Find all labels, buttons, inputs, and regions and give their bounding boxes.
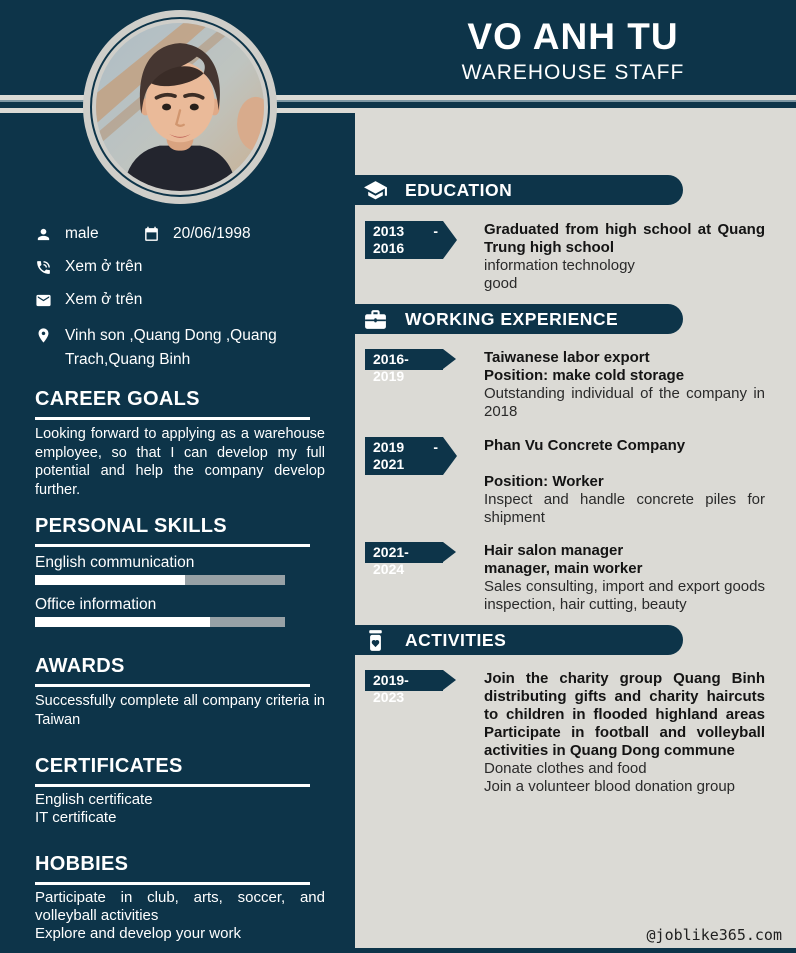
sidebar <box>0 225 350 943</box>
awards-rule <box>35 684 310 687</box>
portrait-illustration <box>96 23 264 191</box>
donation-box-icon <box>363 628 388 653</box>
activities-date-badge <box>365 670 443 705</box>
career-goals-rule <box>35 417 310 420</box>
date-dash: - <box>433 223 438 239</box>
experience-date-badge <box>365 542 443 577</box>
activities-detail: Join a volunteer blood donation group <box>484 778 736 795</box>
hobbies-title: HOBBIES <box>35 853 129 875</box>
career-goals-text: Looking forward to applying as a warehouse employee, so that I can develop my full potential and help the company develop further. <box>35 426 325 498</box>
candidate-role: WAREHOUSE STAFF <box>461 61 685 84</box>
date-range: 2021-2024 <box>373 544 409 577</box>
activities-heading: Join the charity group Quang Binh distributing gifts and charity haircuts to children in flooded highland areas Participate in football and volleyball activities in Quang Dong commune <box>484 670 765 759</box>
activities-entry <box>365 670 796 796</box>
activities-section-title: ACTIVITIES <box>405 629 507 650</box>
date-end: 2021 <box>373 456 405 472</box>
experience-entry <box>365 437 796 527</box>
watermark: @joblike365.com <box>646 926 782 944</box>
awards-title: AWARDS <box>35 655 125 677</box>
phone-icon <box>35 259 52 276</box>
experience-detail: Inspect and handle concrete piles for shipment <box>484 491 765 526</box>
education-section-header <box>350 175 683 205</box>
contact-row-phone <box>35 258 325 276</box>
contact-row-email <box>35 291 325 309</box>
birthday-value: 20/06/1998 <box>173 225 251 242</box>
spacer <box>484 455 765 473</box>
hobbies-line: Participate in club, arts, soccer, and volleyball activities <box>35 889 325 924</box>
personal-skills-rule <box>35 544 310 547</box>
experience-company: Hair salon manager <box>484 542 624 559</box>
personal-skills-title: PERSONAL SKILLS <box>35 515 227 537</box>
photo-outer-ring <box>83 10 277 204</box>
graduation-cap-icon <box>363 178 388 203</box>
experience-date-badge <box>365 349 443 384</box>
certificates-rule <box>35 784 310 787</box>
skill-bar-fill <box>35 617 210 627</box>
certificates-title: CERTIFICATES <box>35 755 183 777</box>
gender-value: male <box>65 225 99 242</box>
experience-company: Taiwanese labor export <box>484 349 650 366</box>
date-range: 2016-2019 <box>373 351 409 384</box>
calendar-icon <box>143 226 160 243</box>
date-start: 2019 <box>373 439 405 455</box>
certificate-item: IT certificate <box>35 809 117 826</box>
activities-section-header <box>350 625 683 655</box>
awards-text: Successfully complete all company criteria in Taiwan <box>35 693 325 728</box>
profile-photo-frame <box>83 10 277 204</box>
education-section-title: EDUCATION <box>405 179 513 200</box>
badge-arrow <box>443 437 457 475</box>
skill-name: English communication <box>35 554 195 571</box>
experience-detail: Sales consulting, import and export goods inspection, hair cutting, beauty <box>484 578 765 613</box>
skill-name: Office information <box>35 596 157 613</box>
experience-position: manager, main worker <box>484 560 643 577</box>
career-goals-title: CAREER GOALS <box>35 388 200 410</box>
contact-row-gender-dob <box>35 225 325 243</box>
header <box>350 0 796 95</box>
experience-section-header <box>350 304 683 334</box>
experience-entry <box>365 542 796 614</box>
skill-bar-fill <box>35 575 185 585</box>
experience-entry <box>365 349 796 421</box>
education-detail: good <box>484 275 518 292</box>
education-date-badge <box>365 221 443 259</box>
skill-bar <box>35 617 285 627</box>
badge-arrow <box>443 349 456 369</box>
experience-position: Position: Worker <box>484 473 604 490</box>
briefcase-icon <box>363 307 388 332</box>
skill-bar <box>35 575 285 585</box>
footer-strip <box>350 948 796 953</box>
hobbies-rule <box>35 882 310 885</box>
location-pin-icon <box>35 327 52 344</box>
certificate-item: English certificate <box>35 791 153 808</box>
person-icon <box>35 226 52 243</box>
content-left-edge <box>350 113 355 953</box>
education-entry <box>365 221 796 293</box>
date-end: 2016 <box>373 240 405 256</box>
candidate-name: VO ANH TU <box>467 16 679 57</box>
email-value: Xem ở trên <box>65 291 143 308</box>
main-content <box>350 113 796 953</box>
envelope-icon <box>35 292 52 309</box>
profile-photo <box>96 23 264 191</box>
address-value: Vinh son ,Quang Dong ,Quang Trach,Quang Binh <box>65 327 277 368</box>
hobbies-line: Explore and develop your work <box>35 925 241 942</box>
badge-arrow <box>443 542 456 562</box>
activities-detail: Donate clothes and food <box>484 760 647 777</box>
contact-row-address <box>35 324 325 372</box>
experience-position: Position: make cold storage <box>484 367 685 384</box>
experience-detail: Outstanding individual of the company in 2018 <box>484 385 765 420</box>
date-range: 2019- 2023 <box>373 672 409 705</box>
date-start: 2013 <box>373 223 405 239</box>
experience-date-badge <box>365 437 443 475</box>
phone-value: Xem ở trên <box>65 258 143 275</box>
education-heading: Graduated from high school at Quang Trung high school <box>484 221 765 256</box>
badge-arrow <box>443 221 457 259</box>
experience-company: Phan Vu Concrete Company <box>484 437 686 454</box>
education-detail: information technology <box>484 257 635 274</box>
date-dash: - <box>433 439 438 455</box>
badge-arrow <box>443 670 456 690</box>
experience-section-title: WORKING EXPERIENCE <box>405 308 619 329</box>
